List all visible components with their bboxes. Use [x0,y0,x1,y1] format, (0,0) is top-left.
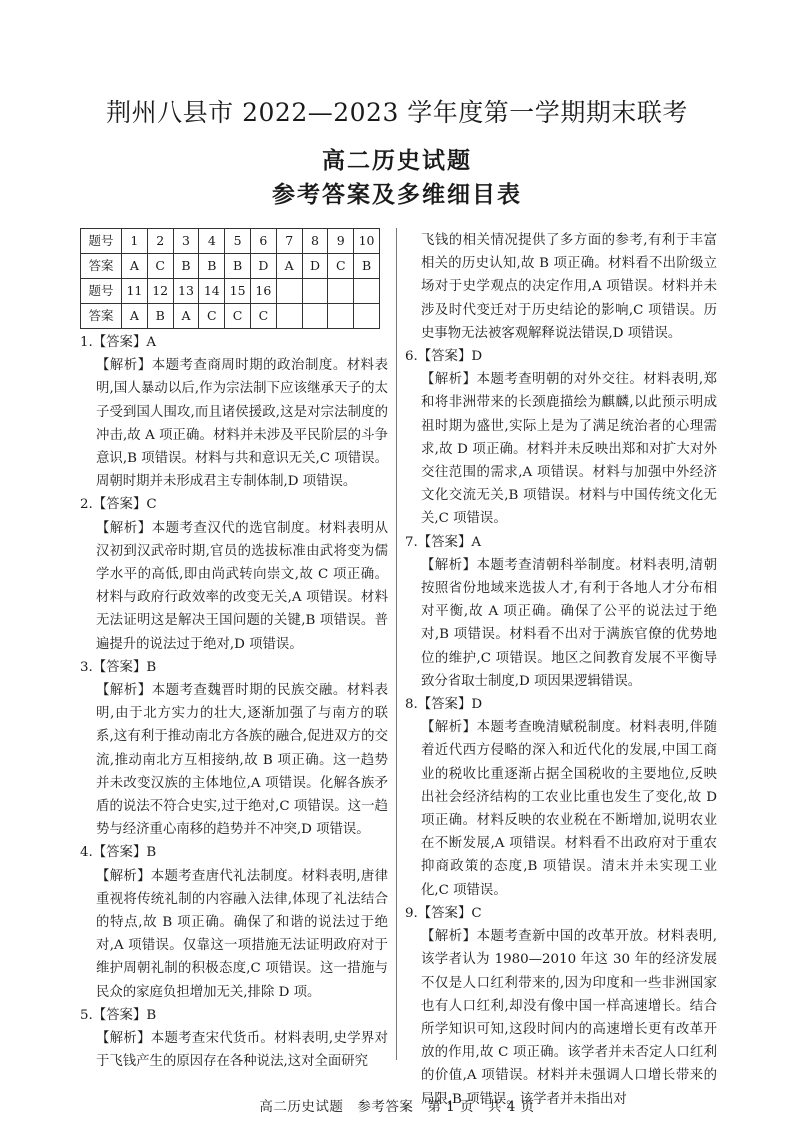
answer-item-9 [405,902,717,1111]
table-cell: C [147,254,173,279]
answer-table-row [81,229,380,254]
answer-item-8 [405,693,717,902]
explanation-continuation: 飞钱的相关情况提供了多方面的参考,有利于丰富相关的历史认知,故 B 项正确。材料看不出阶级立场对于史学观点的决定作用,A 项错误。材料并未涉及时代变迁对于历史结论的影响,C 项错误。历史事物无法被客观解释说法错误,D 项错误。 [421,233,717,341]
table-cell: A [173,304,199,329]
answer-item-5 [80,1004,388,1074]
answer-key: 5.【答案】B [80,1007,157,1023]
table-cell: 3 [173,229,199,254]
answer-item-4 [80,841,388,1003]
answer-table-row [81,279,380,304]
table-cell: 5 [225,229,251,254]
explanation: 【解析】本题考查新中国的改革开放。材料表明,该学者认为 1980—2010 年这 30 年的经济发展不仅是人口红利带来的,因为印度和一些非洲国家也有人口红利,却没有像中国一样高速增长。结合所学知识可知,这段时间内的高速增长更有改革开放的作用,故 C 项正确。该学者并未否定人口红利的价值,A 项错误。材料并未强调人口增长带来的局限,B 项错误。该学者并未指出对 [421,929,717,1107]
table-cell: 14 [199,279,225,304]
explanation: 【解析】本题考查宋代货币。材料表明,史学界对于飞钱产生的原因存在各种说法,这对全面研究 [96,1031,388,1070]
explanation: 【解析】本题考查明朝的对外交往。材料表明,郑和将非洲带来的长颈鹿描绘为麒麟,以此预示明成祖时期为盛世,实际上是为了满足统治者的心理需求,故 D 项正确。材料并未反映出郑和对扩大对外交往范围的需求,A 项错误。材料与加强中外经济文化交流无关,B 项错误。材料与中国传统文化无关,C 项错误。 [421,372,717,527]
table-cell: D [250,254,276,279]
explanation: 【解析】本题考查晚清赋税制度。材料表明,伴随着近代西方侵略的深入和近代化的发展,中国工商业的税收比重逐渐占据全国税收的主要地位,反映出社会经济结构的工农业比重也发生了变化,故 D 项正确。材料反映的农业税在不断增加,说明农业在不断发展,A 项错误。材料看不出政府对于重农抑商政策的态度,B 项错误。清末并未实现工业化,C 项错误。 [421,720,717,898]
explanation: 【解析】本题考查汉代的选官制度。材料表明从汉初到汉武帝时期,官员的选拔标准由武将变为儒学水平的高低,即由尚武转向崇文,故 C 项正确。材料与政府行政效率的改变无关,A 项错误。材料无法证明这是解决王国问题的关键,B 项错误。普遍提升的说法过于绝对,D 项错误。 [96,520,388,652]
table-cell: 题号 [81,279,122,304]
table-cell: D [302,254,328,279]
table-cell: 12 [147,279,173,304]
answer-key: 1.【答案】A [80,335,157,350]
table-cell: 10 [354,229,380,254]
table-cell [302,304,328,329]
answer-item-2 [80,493,388,655]
answer-key: 4.【答案】B [80,845,157,861]
table-cell: 4 [199,229,225,254]
table-cell: 13 [173,279,199,304]
table-cell [276,304,302,329]
table-cell: B [173,254,199,279]
page-footer: 高二历史试题 参考答案 第 1 页 共 4 页 [259,1099,535,1115]
page-title: 荆州八县市 2022—2023 学年度第一学期期末联考 [106,98,688,127]
column-divider [396,228,397,1060]
answer-table-row [81,304,380,329]
left-column [80,228,388,1074]
table-cell: 题号 [81,229,122,254]
table-cell: 15 [225,279,251,304]
table-cell: A [122,254,148,279]
answer-key: 6.【答案】D [405,349,483,365]
answer-item-1 [80,331,388,493]
table-cell: A [122,304,148,329]
table-cell: B [199,254,225,279]
explanation: 【解析】本题考查清朝科举制度。材料表明,清朝按照省份地域来选拔人才,有利于各地人才分布相对平衡,故 A 项正确。确保了公平的说法过于绝对,B 项错误。材料看不出对于满族官僚的优势地位的维护,C 项错误。地区之间教育发展不平衡导致分省取士制度,D 项因果逻辑错误。 [421,557,717,689]
table-cell: B [147,304,173,329]
table-cell: 答案 [81,254,122,279]
table-cell: 2 [147,229,173,254]
answer-item-3 [80,656,388,842]
explanation: 【解析】本题考查唐代礼法制度。材料表明,唐律重视将传统礼制的内容融入法律,体现了礼法结合的特点,故 B 项正确。确保了和谐的说法过于绝对,A 项错误。仅靠这一项措施无法证明政府对于维护周朝礼制的积极态度,C 项错误。这一措施与民众的家庭负担增加无关,排除 D 项。 [96,868,388,1000]
table-cell: 8 [302,229,328,254]
table-cell: C [199,304,225,329]
table-cell: 16 [250,279,276,304]
answer-item-6 [405,345,717,531]
table-cell: 答案 [81,304,122,329]
table-cell: 1 [122,229,148,254]
answer-table-row [81,254,380,279]
table-cell [354,279,380,304]
table-cell: 6 [250,229,276,254]
answer-key: 7.【答案】A [405,534,482,550]
table-cell [328,304,354,329]
table-cell: A [276,254,302,279]
explanation: 【解析】本题考查魏晋时期的民族交融。材料表明,由于北方实力的壮大,逐渐加强了与南方的联系,这有利于推动南北方各族的融合,促进双方的交流,推动南北方互相接纳,故 B 项正确。这一趋势并未改变汉族的主体地位,A 项错误。化解各族矛盾的说法不符合史实,过于绝对,C 项错误。这一趋势与经济重心南移的趋势并不冲突,D 项错误。 [96,683,388,838]
answer-key: 3.【答案】B [80,659,157,675]
answer-key: 9.【答案】C [405,905,482,921]
table-cell [302,279,328,304]
table-cell [276,279,302,304]
table-cell: C [225,304,251,329]
answer-key-title: 参考答案及多维细目表 [272,182,522,208]
table-cell: B [225,254,251,279]
table-cell: C [328,254,354,279]
table-cell: B [354,254,380,279]
table-cell [354,304,380,329]
answer-key: 8.【答案】D [405,697,483,713]
table-cell [328,279,354,304]
table-cell: 11 [122,279,148,304]
explanation: 【解析】本题考查商周时期的政治制度。材料表明,国人暴动以后,作为宗法制下应该继承天子的太子受到国人围攻,而且诸侯援政,这是对宗法制度的冲击,故 A 项正确。材料并未涉及平民阶层的斗争意识,B 项错误。材料与共和意识无关,C 项错误。周朝时期并未形成君主专制体制,D 项错误。 [96,358,388,490]
table-cell: C [250,304,276,329]
answer-key: 2.【答案】C [80,497,157,513]
exam-subject-title: 高二历史试题 [322,148,472,174]
table-cell: 9 [328,229,354,254]
table-cell: 7 [276,229,302,254]
answer-item-7 [405,531,717,693]
answer-table [80,228,380,329]
right-column [405,229,717,1111]
